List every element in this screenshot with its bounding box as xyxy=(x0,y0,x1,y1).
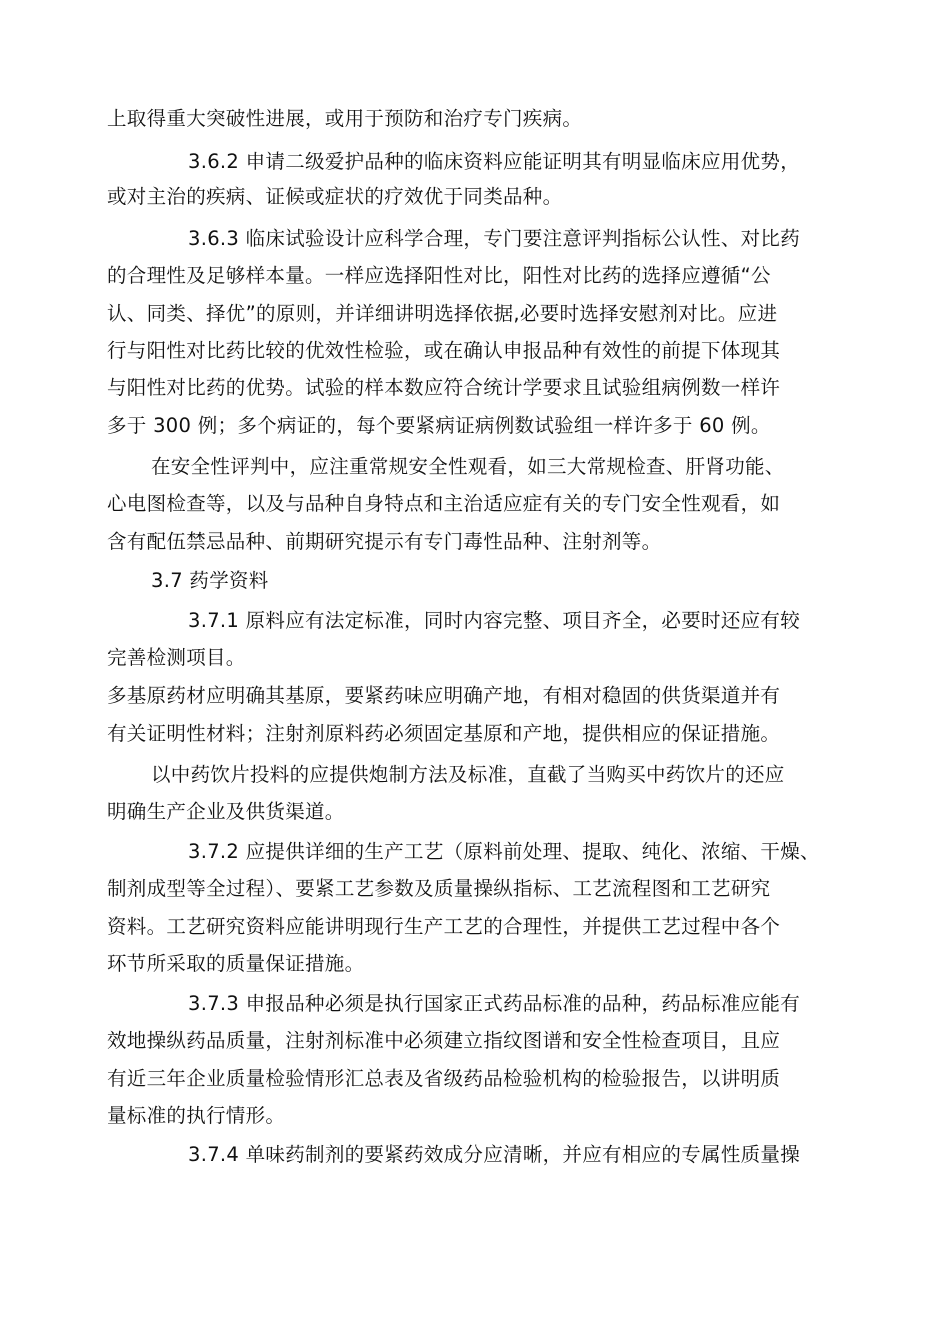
text-line: 在安全性评判中，应注重常规安全性观看，如三大常规检查、肝肾功能、 xyxy=(151,455,785,478)
text-line: 行与阳性对比药比较的优效性检验，或在确认申报品种有效性的前提下体现其 xyxy=(107,339,781,362)
text-line: 效地操纵药品质量，注射剂标准中必须建立指纹图谱和安全性检查项目，且应 xyxy=(107,1029,781,1052)
text-line: 资料。工艺研究资料应能讲明现行生产工艺的合理性，并提供工艺过程中各个 xyxy=(107,915,781,938)
text-line: 3.7.2 应提供详细的生产工艺（原料前处理、提取、纯化、浓缩、干燥、 xyxy=(188,840,820,863)
text-line: 3.6.2 申请二级爱护品种的临床资料应能证明其有明显临床应用优势， xyxy=(188,150,801,173)
text-line: 与阳性对比药的优势。试验的样本数应符合统计学要求且试验组病例数一样许 xyxy=(107,376,781,399)
text-line: 明确生产企业及供货渠道。 xyxy=(107,800,345,823)
text-line: 环节所采取的质量保证措施。 xyxy=(107,952,365,975)
text-line: 3.7.3 申报品种必须是执行国家正式药品标准的品种，药品标准应能有 xyxy=(188,992,801,1015)
text-line: 量标准的执行情形。 xyxy=(107,1104,286,1127)
text-line: 制剂成型等全过程）、要紧工艺参数及质量操纵指标、工艺流程图和工艺研究 xyxy=(107,877,771,900)
text-line: 有关证明性材料；注射剂原料药必须固定基原和产地，提供相应的保证措施。 xyxy=(107,722,781,745)
text-line: 多基原药材应明确其基原，要紧药味应明确产地，有相对稳固的供货渠道并有 xyxy=(107,684,781,707)
text-line: 完善检测项目。 xyxy=(107,646,246,669)
text-line: 有近三年企业质量检验情形汇总表及省级药品检验机构的检验报告，以讲明质 xyxy=(107,1067,781,1090)
section-heading: 3.7 药学资料 xyxy=(151,569,269,592)
text-line: 含有配伍禁忌品种、前期研究提示有专门毒性品种、注射剂等。 xyxy=(107,530,662,553)
text-line: 心电图检查等，以及与品种自身特点和主治适应症有关的专门安全性观看，如 xyxy=(107,492,781,515)
text-line: 3.6.3 临床试验设计应科学合理，专门要注意评判指标公认性、对比药 xyxy=(188,227,801,250)
text-line: 认、同类、择优”的原则，并详细讲明选择依据,必要时选择安慰剂对比。应进 xyxy=(107,302,778,325)
text-line: 多于 300 例；多个病证的，每个要紧病证病例数试验组一样许多于 60 例。 xyxy=(107,414,771,437)
text-line: 的合理性及足够样本量。一样应选择阳性对比，阳性对比药的选择应遵循“公 xyxy=(107,264,771,287)
text-line: 以中药饮片投料的应提供炮制方法及标准，直截了当购买中药饮片的还应 xyxy=(151,763,785,786)
text-line: 或对主治的疾病、证候或症状的疗效优于同类品种。 xyxy=(107,185,563,208)
text-line: 3.7.1 原料应有法定标准，同时内容完整、项目齐全，必要时还应有较 xyxy=(188,609,801,632)
text-line: 上取得重大突破性进展，或用于预防和治疗专门疾病。 xyxy=(107,107,583,130)
text-line: 3.7.4 单味药制剂的要紧药效成分应清晰，并应有相应的专属性质量操 xyxy=(188,1143,801,1166)
